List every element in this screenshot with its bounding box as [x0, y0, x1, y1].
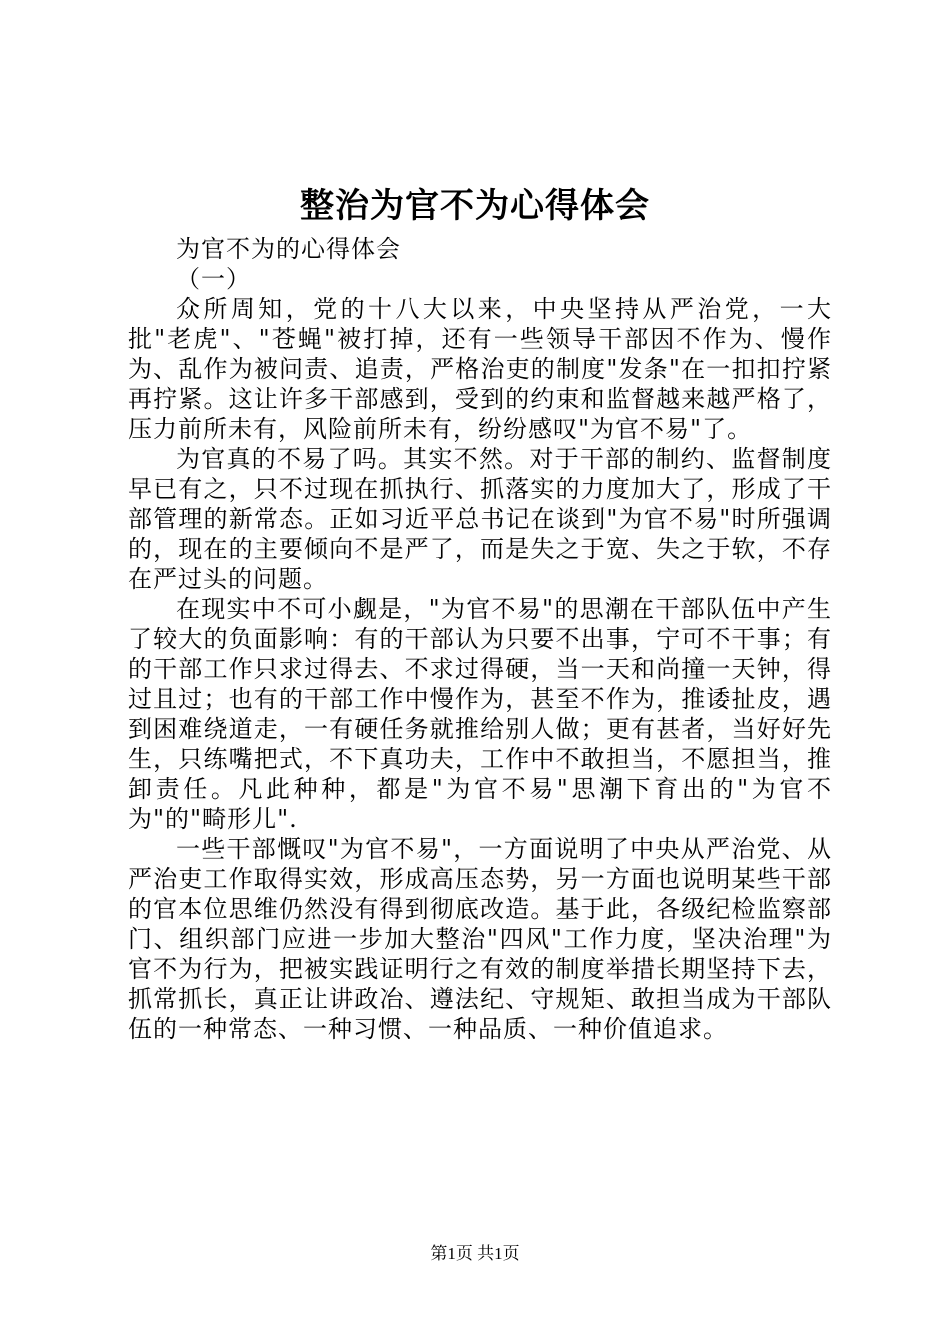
document-body [128, 234, 832, 1044]
paragraph-2: 为官真的不易了吗。其实不然。对于干部的制约、监督制度早已有之，只不过现在抓执行、抓落实的力度加大了，形成了干部管理的新常态。正如习近平总书记在谈到"为官不易"时所强调的，现在的主要倾向不是严了，而是失之于宽、失之于软，不存在严过头的问题。 [128, 445, 832, 593]
paragraph-4: 一些干部慨叹"为官不易"，一方面说明了中央从严治党、从严治吏工作取得实效，形成高压态势，另一方面也说明某些干部的官本位思维仍然没有得到彻底改造。基于此，各级纪检监察部门、组织部门应进一步加大整治"四风"工作力度，坚决治理"为官不为行为，把被实践证明行之有效的制度举措长期坚持下去，抓常抓长，真正让讲政冶、遵法纪、守规矩、敢担当成为干部队伍的一种常态、一种习惯、一种品质、一种价值追求。 [128, 835, 832, 1043]
paragraph-1: 众所周知，党的十八大以来，中央坚持从严治党，一大批"老虎"、"苍蝇"被打掉，还有一些领导干部因不作为、慢作为、乱作为被问责、追责，严格治吏的制度"发条"在一扣扣拧紧再拧紧。这让许多干部感到，受到的约束和监督越来越严格了，压力前所未有，风险前所未有，纷纷感叹"为官不易"了。 [128, 295, 832, 443]
section-marker: （一） [176, 265, 251, 293]
page-footer: 第1页 共1页 [430, 1244, 520, 1263]
subtitle: 为官不为的心得体会 [176, 235, 401, 263]
paragraph-3: 在现实中不可小觑是，"为官不易"的思潮在干部队伍中产生了较大的负面影响：有的干部认为只要不出事，宁可不干事；有的干部工作只求过得去、不求过得硬，当一天和尚撞一天钟，得过且过；也有的干部工作中慢作为，甚至不作为，推诿扯皮，遇到困难绕道走，一有硬任务就推给别人做；更有甚者，当好好先生，只练嘴把式，不下真功夫，工作中不敢担当，不愿担当，推卸责任。凡此种种，都是"为官不易"思潮下育出的"为官不为"的"畸形儿". [128, 595, 832, 833]
document-title: 整治为官不为心得体会 [300, 186, 650, 226]
